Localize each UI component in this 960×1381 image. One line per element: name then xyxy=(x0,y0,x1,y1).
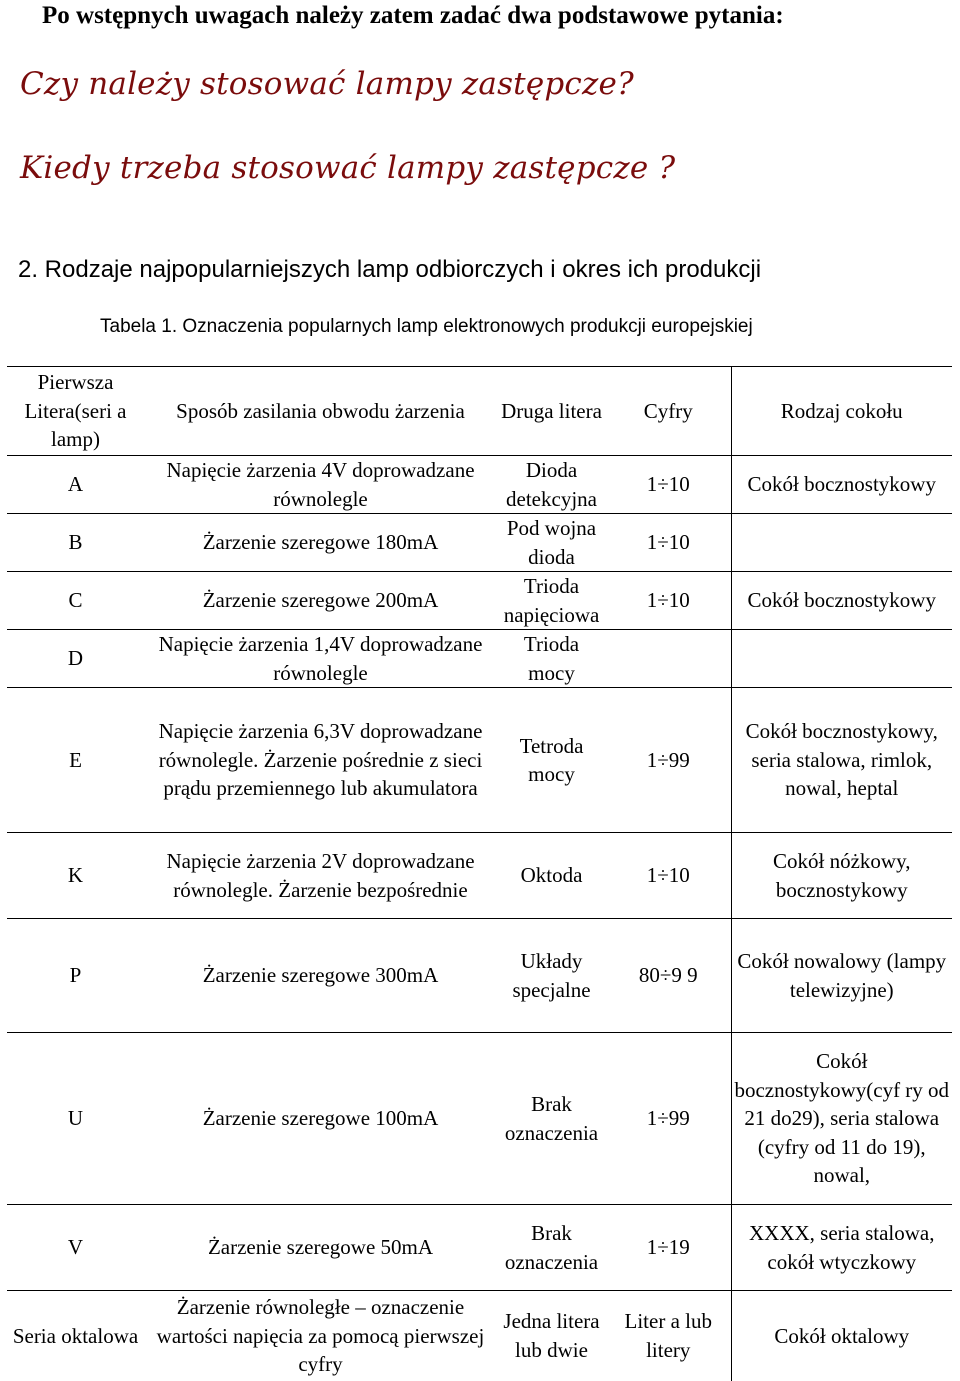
table-header-row xyxy=(7,367,952,456)
lamp-table xyxy=(7,366,952,1381)
cell-second: Trioda mocy xyxy=(497,630,606,688)
cell-digits: Liter a lub litery xyxy=(624,1309,712,1362)
cell-socket: Cokół bocznostykowy(cyf ry od 21 do29), seria stalowa (cyfry od 11 do 19), nowal, xyxy=(731,1033,952,1205)
cell-supply: Napięcie żarzenia 4V doprowadzane równolegle xyxy=(144,456,497,514)
cell-digits xyxy=(606,630,731,688)
header-supply: Sposób zasilania obwodu żarzenia xyxy=(144,367,497,456)
cell-second: Układy specjalne xyxy=(497,919,606,1033)
cell-supply: Żarzenie szeregowe 100mA xyxy=(144,1033,497,1205)
header-first-letter: Pierwsza Litera(seri a lamp) xyxy=(7,367,144,456)
intro-text: Po wstępnych uwagach należy zatem zadać dwa podstawowe pytania: xyxy=(42,2,784,29)
cell-socket: Cokół bocznostykowy xyxy=(731,572,952,630)
cell-supply: Napięcie żarzenia 1,4V doprowadzane równolegle xyxy=(144,630,497,688)
cell-socket: Cokół oktalowy xyxy=(731,1291,952,1381)
cell-socket: Cokół bocznostykowy xyxy=(731,456,952,514)
cell-digits: 80÷9 9 xyxy=(606,919,731,1033)
cell-letter: C xyxy=(7,572,144,630)
cell-digits: 1÷10 xyxy=(606,833,731,919)
cell-letter: B xyxy=(7,514,144,572)
table-row xyxy=(7,514,952,572)
cell-letter: U xyxy=(7,1033,144,1205)
cell-digits: 1÷10 xyxy=(606,572,731,630)
cell-supply: Napięcie żarzenia 6,3V doprowadzane równolegle. Żarzenie pośrednie z sieci prądu przemiennego lub akumulatora xyxy=(144,688,497,833)
table-row xyxy=(7,1033,952,1205)
cell-digits: 1÷19 xyxy=(606,1205,731,1291)
cell-socket xyxy=(731,514,952,572)
cell-letter: A xyxy=(7,456,144,514)
cell-letter: E xyxy=(7,688,144,833)
cell-second: Pod wojna dioda xyxy=(497,514,606,572)
cell-supply: Żarzenie równoległe – oznaczenie wartości napięcia za pomocą pierwszej cyfry xyxy=(156,1295,485,1376)
header-second-letter: Druga litera xyxy=(497,367,606,456)
header-socket: Rodzaj cokołu xyxy=(731,367,952,456)
table-caption: Tabela 1. Oznaczenia popularnych lamp elektronowych produkcji europejskiej xyxy=(100,316,753,337)
table-row xyxy=(7,833,952,919)
section-heading: 2. Rodzaje najpopularniejszych lamp odbiorczych i okres ich produkcji xyxy=(18,256,762,283)
cell-supply: Żarzenie szeregowe 50mA xyxy=(144,1205,497,1291)
cell-digits: 1÷99 xyxy=(606,1033,731,1205)
table-row xyxy=(7,1291,952,1381)
cell-supply: Napięcie żarzenia 2V doprowadzane równolegle. Żarzenie bezpośrednie xyxy=(144,833,497,919)
cell-socket: Cokół nowalowy (lampy telewizyjne) xyxy=(731,919,952,1033)
cell-second: Oktoda xyxy=(497,833,606,919)
table-row xyxy=(7,630,952,688)
table-row xyxy=(7,688,952,833)
cell-digits: 1÷10 xyxy=(606,514,731,572)
cell-digits: 1÷10 xyxy=(606,456,731,514)
cell-socket: Cokół nóżkowy, bocznostykowy xyxy=(731,833,952,919)
cell-supply: Żarzenie szeregowe 200mA xyxy=(144,572,497,630)
cell-letter: D xyxy=(7,630,144,688)
cell-letter: Seria oktalowa xyxy=(12,1323,139,1348)
table-row xyxy=(7,572,952,630)
cell-supply: Żarzenie szeregowe 300mA xyxy=(144,919,497,1033)
cell-socket: Cokół bocznostykowy, seria stalowa, rimlok, nowal, heptal xyxy=(731,688,952,833)
cell-second: Trioda napięciowa xyxy=(497,572,606,630)
question-1: Czy należy stosować lampy zastępcze? xyxy=(20,66,634,102)
cell-second: Jedna litera lub dwie xyxy=(503,1309,600,1362)
cell-digits: 1÷99 xyxy=(606,688,731,833)
cell-second: Brak oznaczenia xyxy=(497,1033,606,1205)
table-row xyxy=(7,456,952,514)
cell-supply: Żarzenie szeregowe 180mA xyxy=(144,514,497,572)
header-digits: Cyfry xyxy=(606,367,731,456)
cell-socket xyxy=(731,630,952,688)
cell-socket: XXXX, seria stalowa, cokół wtyczkowy xyxy=(731,1205,952,1291)
table-row xyxy=(7,1205,952,1291)
cell-second: Dioda detekcyjna xyxy=(497,456,606,514)
question-2: Kiedy trzeba stosować lampy zastępcze ? xyxy=(20,150,676,186)
table-row xyxy=(7,919,952,1033)
cell-second: Tetroda mocy xyxy=(497,688,606,833)
cell-second: Brak oznaczenia xyxy=(497,1205,606,1291)
cell-letter: K xyxy=(7,833,144,919)
cell-letter: P xyxy=(7,919,144,1033)
cell-letter: V xyxy=(7,1205,144,1291)
